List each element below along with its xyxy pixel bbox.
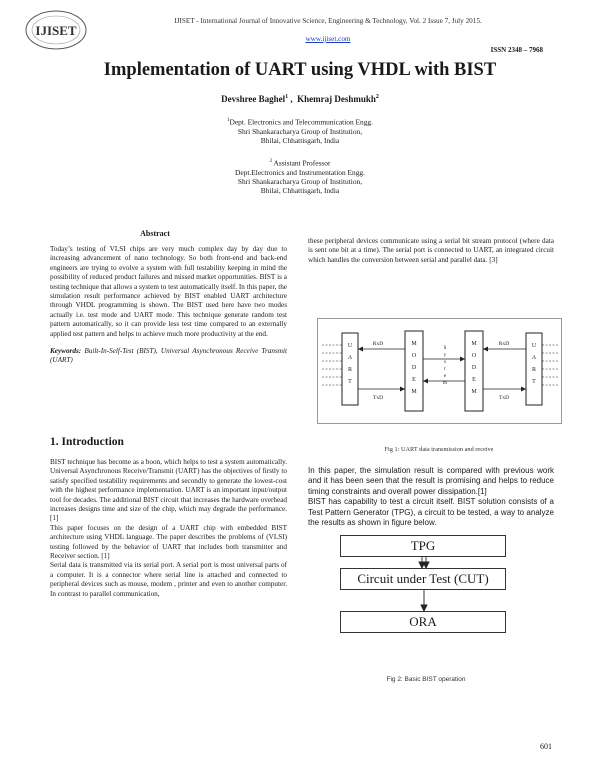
uart-left-l3: R — [347, 367, 353, 373]
author-2-sup: 2 — [375, 94, 379, 100]
cut-box: Circuit under Test (CUT) — [340, 568, 506, 590]
affil-2-line3: Shri Shankaracharya Group of Institution, — [237, 177, 363, 187]
modem-left-l3: D — [411, 365, 417, 371]
affiliation-2 — [200, 157, 400, 196]
logo-text: IJISET — [35, 23, 77, 38]
journal-url-link[interactable]: www.ijiset.com — [305, 35, 351, 43]
modem-right-l4: E — [472, 377, 476, 383]
modem-right-l3: D — [471, 365, 477, 371]
affil-2-line4: Bhilai, Chhattisgarh, India — [260, 186, 340, 196]
figure-1-uart-diagram — [317, 318, 562, 424]
modem-left-l2: O — [411, 353, 417, 359]
intro-paragraph-1: BIST technique has become as a boon, which helps to test a system automatically. Universal Asynchronous Receive/Transmit (UART) has the objectives of firstly to satisfy specified testability requirements and secondly to generate the lowest-cost with the highest performance implementation. UART is an important input/output tool for decades. The additional BIST circuit that increases the hardware overhead increases designs time and size of the chip, which may degrade the performance. [1] — [50, 458, 287, 523]
uart-left-l2: A — [347, 355, 353, 361]
right-paragraph-3: BIST has capability to test a circuit itself. BIST solution consists of a Test Pattern Generator (TPG), a circuit to be tested, a way to analyze the results as shown in figure below. — [308, 497, 554, 528]
channel-l6: m — [443, 381, 447, 386]
txd-left-label: TxD — [372, 395, 384, 401]
affil-1-line2: Shri Shankaracharya Group of Institution, — [237, 126, 363, 136]
txd-right-label: TxD — [498, 395, 510, 401]
keywords — [50, 347, 287, 366]
abstract-body — [50, 245, 287, 366]
modem-left-l1: M — [411, 341, 417, 347]
affil-2-sup: 2 — [269, 159, 273, 164]
author-1: Devshree Baghel — [221, 94, 286, 104]
issn-number: ISSN 2348 – 7968 — [490, 46, 543, 54]
right-paragraph-2: In this paper, the simulation result is compared with previous work and it has been seen that the result is promising and helps to reduce timing constraints and overall power dissipation.[1] — [308, 466, 554, 496]
intro-paragraph-3: Serial data is transmitted via its serial port. A serial port is most universal parts of a computer. It is a connector where serial line is attached and connected to peripheral devices such as mouse, modem , printer and even to another computer. In contrast to parallel communication, — [50, 561, 287, 598]
uart-right-l4: T — [532, 379, 536, 385]
tpg-box: TPG — [340, 535, 506, 557]
intro-paragraph-2: This paper focuses on the design of a UART chip with embedded BIST architecture using VHDL language. The paper describes the problems of (VLSI) testing followed by the behavior of UART that includes both transmitter and Receiver section. [1] — [50, 523, 287, 561]
modem-left-l4: E — [412, 377, 416, 383]
modem-right-l2: O — [471, 353, 477, 359]
right-text-block — [308, 466, 554, 528]
author-2: Khemraj Deshmukh — [297, 94, 376, 104]
uart-left-l4: T — [348, 379, 352, 385]
author-1-sup: 1 — [285, 94, 289, 100]
affil-1-sup: 1 — [227, 118, 230, 123]
intro-body — [50, 458, 287, 599]
affil-2-line1: Assistant Professor — [272, 158, 331, 168]
uart-right-l3: R — [531, 367, 537, 373]
rxd-right-label: RxD — [498, 341, 510, 347]
abstract-heading: Abstract — [140, 229, 170, 238]
uart-left-l1: U — [347, 343, 353, 349]
uart-right-l1: U — [531, 343, 537, 349]
author-line — [0, 94, 600, 104]
keywords-label: Keywords: — [50, 347, 82, 356]
author-separator: , — [288, 94, 298, 104]
channel-l2: y — [443, 353, 447, 358]
modem-left-l5: M — [411, 389, 417, 395]
paper-title: Implementation of UART using VHDL with BIST — [103, 60, 497, 80]
affiliation-1 — [200, 116, 400, 145]
keywords-list: Built-In-Self-Test (BIST), Universal Asynchronous Receive Transmit (UART) — [50, 347, 287, 365]
section-heading-introduction: 1. Introduction — [50, 436, 124, 448]
channel-l4: t — [444, 367, 446, 372]
figure-1-svg — [318, 319, 561, 423]
channel-l3: s — [444, 360, 446, 365]
affil-1-line1: Dept. Electronics and Telecommunication Engg. — [229, 117, 373, 127]
page-number: 601 — [540, 742, 552, 751]
figure-1-caption: Fig 1: UART data transmission and receive — [384, 446, 494, 453]
channel-l5: e — [443, 374, 447, 379]
journal-name: IJISET - International Journal of Innovative Science, Engineering & Technology, Vol. 2 Issue 7, July 2015. — [174, 17, 482, 25]
rxd-left-label: RxD — [372, 341, 384, 347]
right-paragraph-1: these peripheral devices communicate using a serial bit stream protocol (where data is sent one bit at a time). The serial port is connected to UART, an integrated circuit which handles the conversion between serial and parallel data. [3] — [308, 237, 554, 264]
affil-2-line2: Dept.Electronics and Instrumentation Engg. — [235, 167, 365, 177]
abstract-text: Today’s testing of VLSI chips are very much complex day by day due to increasing advancement of nano technology. So both front-end and back-end engineers are trying to evolve a system with full testability keeping in mind the possibility of reduced product failures and missed market opportunities. BIST is a testing technique that allows a system to test automatically itself. In this paper, the simulation result performance achieved by BIST enabled UART architecture through VHDL programming is shown. The BIST used here have two modes actually i.e. test mode and UART mode. This technique generate random test pattern automatically, so it can provide less test time compared to an externally applied test pattern and helps to achieve much more productivity at the end. — [50, 245, 287, 338]
uart-right-l2: A — [531, 355, 537, 361]
affil-1-line3: Bhilai, Chhattisgarh, India — [260, 136, 340, 146]
modem-right-l1: M — [471, 341, 477, 347]
channel-l1: S — [443, 346, 447, 351]
modem-right-l5: M — [471, 389, 477, 395]
journal-logo — [22, 8, 90, 52]
ora-box: ORA — [340, 611, 506, 633]
figure-2-caption: Fig 2: Basic BIST operation — [386, 676, 466, 683]
